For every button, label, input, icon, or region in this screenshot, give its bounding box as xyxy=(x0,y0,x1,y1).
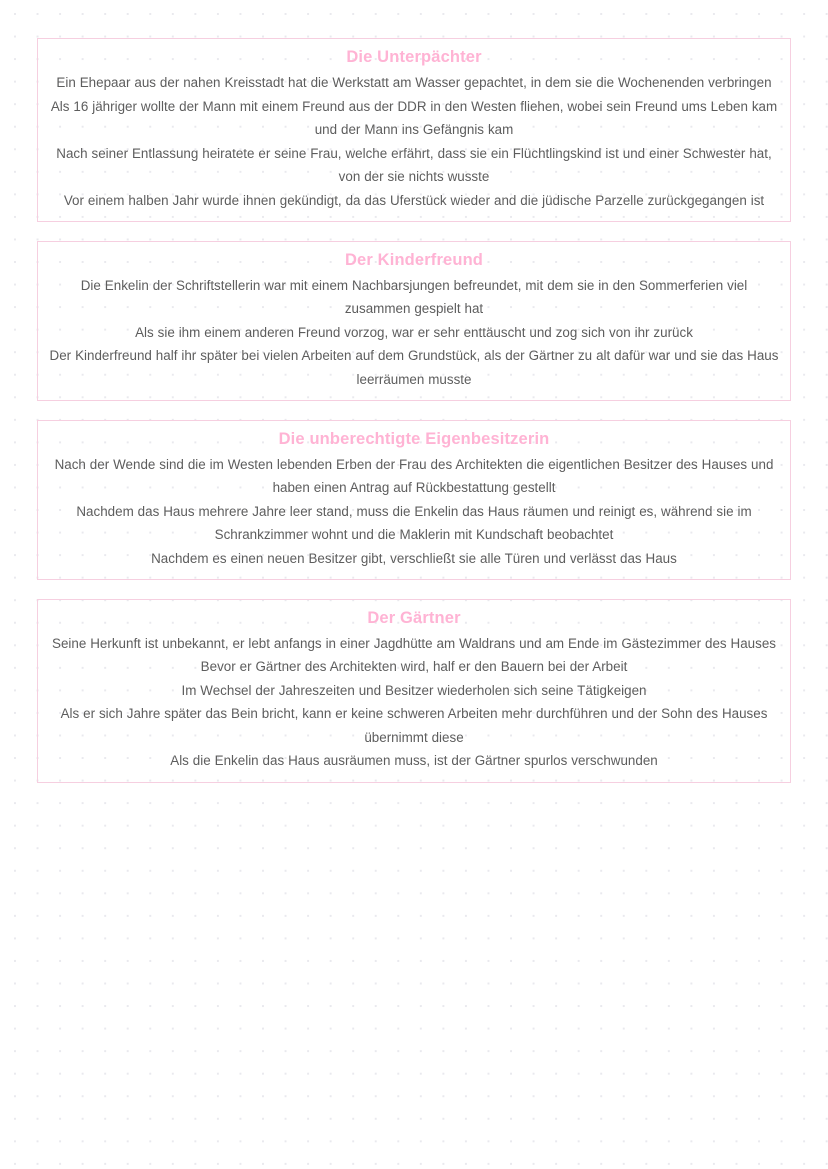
card-title: Die unberechtigte Eigenbesitzerin xyxy=(278,429,550,448)
card-line: Nachdem es einen neuen Besitzer gibt, verschließt sie alle Türen und verlässt das Haus xyxy=(151,550,677,566)
character-card[interactable] xyxy=(37,599,791,784)
card-line: Nach der Wende sind die im Westen lebenden Erben der Frau des Architekten die eigentlichen Besitzer des Hauses und haben einen Antrag auf Rückbestattung gestellt xyxy=(54,456,774,496)
card-line-list xyxy=(48,274,780,392)
card-line: Ein Ehepaar aus der nahen Kreisstadt hat die Werkstatt am Wasser gepachtet, in dem sie die Wochenenden verbringen xyxy=(56,75,772,90)
character-card[interactable] xyxy=(37,420,791,580)
card-title: Der Kinderfreund xyxy=(344,250,484,269)
card-line: Im Wechsel der Jahreszeiten und Besitzer wiederholen sich seine Tätigkeigen xyxy=(181,682,647,698)
character-card[interactable] xyxy=(37,241,791,401)
card-line-list xyxy=(48,71,780,213)
character-card[interactable] xyxy=(37,38,791,222)
card-line: Als die Enkelin das Haus ausräumen muss, ist der Gärtner spurlos verschwunden xyxy=(170,753,658,769)
card-line: Nachdem das Haus mehrere Jahre leer stand, muss die Enkelin das Haus räumen und reinigt es, während sie im Schrankzimmer wohnt und die Maklerin mit Kundschaft beobachtet xyxy=(76,503,752,543)
card-line: Nach seiner Entlassung heiratete er seine Frau, welche erfährt, dass sie ein Flüchtlingskind ist und einer Schwester hat, von der sie nichts wusste xyxy=(56,145,772,185)
card-line: Die Enkelin der Schriftstellerin war mit einem Nachbarsjungen befreundet, mit dem sie in den Sommerferien viel zusammen gespielt hat xyxy=(80,277,748,317)
card-line: Als 16 jähriger wollte der Mann mit einem Freund aus der DDR in den Westen fliehen, wobei sein Freund ums Leben kam und der Mann ins Gefängnis kam xyxy=(50,98,778,138)
card-line: Seine Herkunft ist unbekannt, er lebt anfangs in einer Jagdhütte am Waldrans und am Ende im Gästezimmer des Hauses xyxy=(52,635,776,651)
card-title: Der Gärtner xyxy=(367,608,461,627)
card-line-list xyxy=(48,632,780,774)
card-line-list xyxy=(48,453,780,571)
card-line: Der Kinderfreund half ihr später bei vielen Arbeiten auf dem Grundstück, als der Gärtner zu alt dafür war und sie das Haus leerräumen musste xyxy=(49,348,779,387)
card-title: Die Unterpächter xyxy=(346,48,482,66)
card-line: Als sie ihm einem anderen Freund vorzog, war er sehr enttäuscht und zog sich von ihr zurück xyxy=(135,324,693,340)
card-list xyxy=(37,38,791,783)
card-line: Bevor er Gärtner des Architekten wird, half er den Bauern bei der Arbeit xyxy=(200,659,628,675)
card-line: Als er sich Jahre später das Bein bricht, kann er keine schweren Arbeiten mehr durchführen und der Sohn des Hauses übernimmt diese xyxy=(60,706,768,745)
card-line: Vor einem halben Jahr wurde ihnen gekündigt, da das Uferstück wieder and die jüdische Parzelle zurückgegangen ist xyxy=(63,192,765,208)
